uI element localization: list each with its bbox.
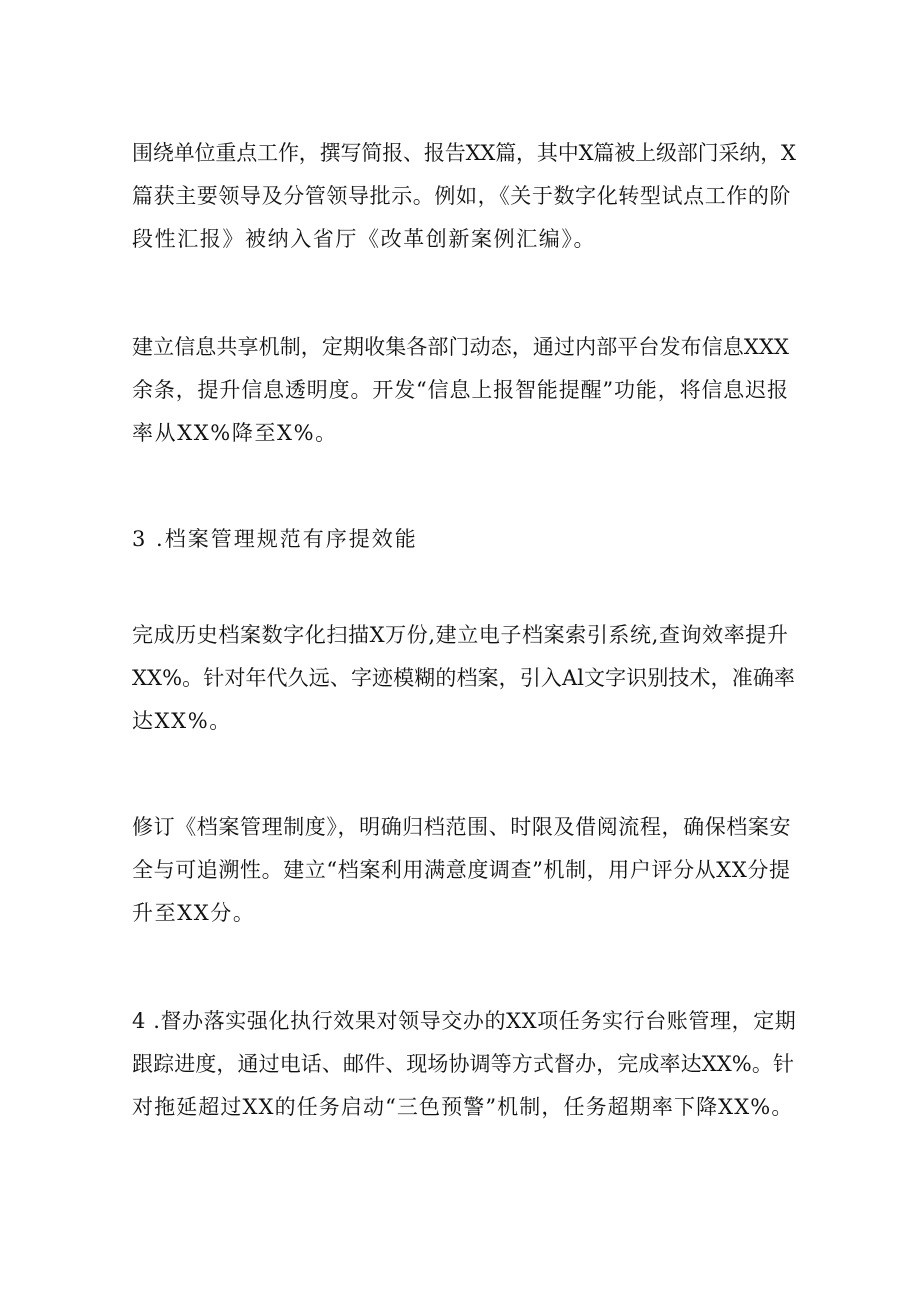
text-line: XX%。针对年代久远、字迹模糊的档案，引入Al文字识别技术，准确率 — [132, 666, 796, 690]
paragraph-supervision — [132, 1000, 796, 1129]
text-line: 完成历史档案数字化扫描X万份,建立电子档案索引系统,查询效率提升 — [132, 623, 789, 647]
text-line: 率从XX%降至X%。 — [132, 421, 338, 445]
section-heading-archives — [132, 518, 796, 561]
text-line: 对拖延超过XX的任务启动“三色预警”机制，任务超期率下降XX%。 — [132, 1095, 794, 1119]
text-line: 余条，提升信息透明度。开发“信息上报智能提醒”功能，将信息迟报 — [132, 378, 789, 402]
text-line: 修订《档案管理制度》，明确归档范围、时限及借阅流程，确保档案安 — [132, 815, 792, 839]
paragraph-report-writing — [132, 132, 796, 261]
heading-text: 3 .档案管理规范有序提效能 — [132, 527, 418, 551]
text-line: 建立信息共享机制，定期收集各部门动态，通过内部平台发布信息XXX — [132, 335, 790, 359]
text-line: 围绕单位重点工作，撰写简报、报告XX篇，其中X篇被上级部门采纳，X — [132, 141, 796, 165]
text-line: 段性汇报》被纳入省厅《改革创新案例汇编》。 — [132, 227, 597, 251]
text-line: 升至XX分。 — [132, 901, 256, 925]
text-line: 篇获主要领导及分管领导批示。例如，《关于数字化转型试点工作的阶 — [132, 184, 792, 208]
paragraph-info-sharing — [132, 326, 796, 455]
paragraph-archive-digitization — [132, 614, 796, 743]
paragraph-archive-rules — [132, 806, 796, 935]
text-line: 4 .督办落实强化执行效果对领导交办的XX项任务实行台账管理，定期 — [132, 1009, 797, 1033]
text-line: 跟踪进度，通过电话、邮件、现场协调等方式督办，完成率达XX%。针 — [132, 1052, 795, 1076]
text-line: 达XX%。 — [132, 709, 232, 733]
text-line: 全与可追溯性。建立“档案利用满意度调查”机制，用户评分从XX分提 — [132, 858, 791, 882]
